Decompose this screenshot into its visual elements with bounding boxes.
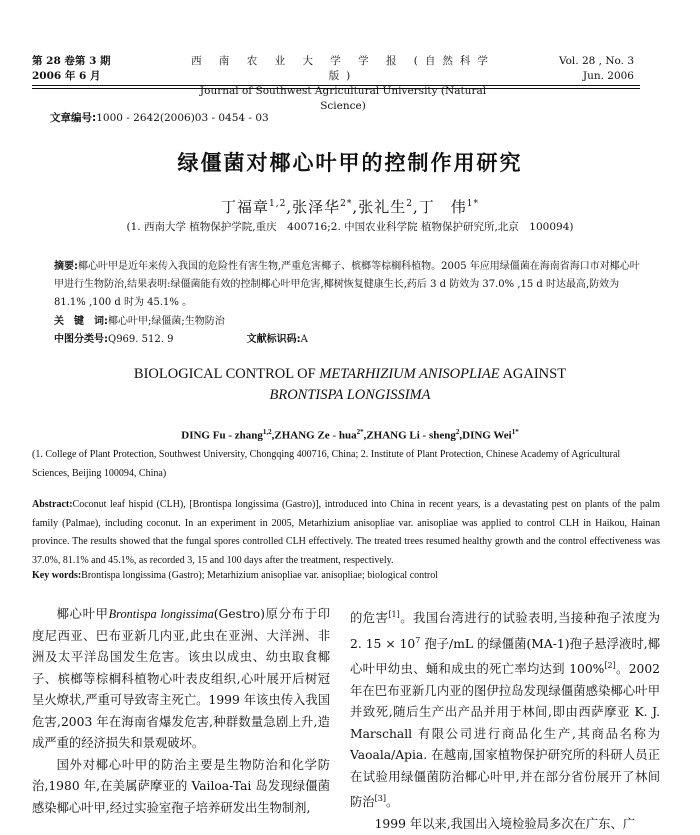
author-name-en: DING Wei bbox=[462, 429, 512, 442]
article-number-label: 文章编号: bbox=[50, 112, 97, 124]
issue-info bbox=[32, 54, 111, 84]
author-list-cn: 丁福章$^{1,2}$,张泽华$^{2*}$,张礼生$^2$,丁 伟$^{1*}$ bbox=[221, 198, 479, 216]
volume-cn: 第 28 卷第 3 期 bbox=[32, 55, 111, 67]
body-paragraph bbox=[350, 604, 660, 814]
author-name: 丁 伟 bbox=[418, 198, 467, 216]
abstract-cn-text: 椰心叶甲是近年来传入我国的危险性有害生物,严重危害椰子、槟榔等棕榈科植物。2005 年应用绿僵菌在海南省海口市对椰心叶甲进行生物防治,结果表明:绿僵菌能有效的控制椰心叶甲危害,椰树恢复健康生长,药后 3 d 防效为 37.0% ,15 d 时达最高,防效为 81.1% ,100 d 时为 45.1% 。 bbox=[54, 261, 640, 308]
keywords-cn bbox=[54, 312, 225, 327]
author-affil-mark: 2* bbox=[356, 428, 364, 436]
exponent: 7 bbox=[415, 635, 421, 645]
doc-code-label: 文献标识码: bbox=[246, 334, 301, 345]
keywords-en-text: Brontispa longissima (Gastro); Metarhizium anisopliae var. anisopliae; biological control bbox=[81, 570, 439, 581]
author-list-en: DING Fu - zhang$^{1,2}$,ZHANG Ze - hua$^{2*}$,ZHANG Li - sheng$^2$,DING Wei$^{1*}$ bbox=[181, 428, 519, 442]
citation-ref: [1] bbox=[388, 610, 400, 619]
body-column-right bbox=[350, 604, 660, 835]
date-cn: 2006 年 6 月 bbox=[32, 70, 101, 82]
article-number-value: 1000 - 2642(2006)03 - 0454 - 03 bbox=[96, 112, 269, 124]
author-affil-mark: 1,2 bbox=[262, 428, 272, 436]
body-text: 。 bbox=[385, 795, 399, 810]
author-name: 张礼生 bbox=[358, 198, 407, 216]
title-en-part1: BIOLOGICAL CONTROL OF bbox=[133, 366, 316, 382]
keywords-cn-label: 关 键 词: bbox=[54, 316, 108, 327]
doc-code-value: A bbox=[300, 334, 308, 345]
body-paragraph: 1999 年以来,我国出入境检验局多次在广东、广 bbox=[374, 816, 636, 831]
species-name: Brontispa longissima bbox=[108, 607, 214, 621]
author-name-en: ZHANG Ze - hua bbox=[274, 429, 357, 442]
paper-title-cn: 绿僵菌对椰心叶甲的控制作用研究 bbox=[177, 151, 523, 175]
title-en-target: BRONTISPA LONGISSIMA bbox=[269, 387, 431, 403]
body-text: 。我国台湾进行的试验表明,当接种孢子浓度为 2. 15 × 10 bbox=[350, 611, 660, 651]
abstract-cn-label: 摘要: bbox=[54, 261, 78, 272]
body-paragraph bbox=[32, 604, 330, 755]
journal-name-en: Journal of Southwest Agricultural University (Natural Science) bbox=[199, 85, 487, 112]
author-affil-mark: 2* bbox=[340, 199, 353, 209]
issue-info-en bbox=[559, 54, 634, 84]
author-name: 张泽华 bbox=[292, 198, 341, 216]
author-name: 丁福章 bbox=[221, 198, 270, 216]
title-en-species: METARHIZIUM ANISOPLIAE bbox=[319, 366, 500, 382]
volume-en: Vol. 28 , No. 3 bbox=[558, 55, 634, 67]
title-en-part3: AGAINST bbox=[502, 366, 567, 382]
author-affil-mark: 2 bbox=[406, 199, 413, 209]
abstract-en-text: Coconut leaf hispid (CLH), [Brontispa longissima (Gastro)], introduced into China in recent years, is a devastating pest on plants of the palm family (Palmae), including coconut. In an experiment in 2005, Metarhizium anisopliae var. anisopliae was applied to control CLH in Haikou, Hainan province. The results showed that the fungal spores controlled CLH effectively. The treated trees resumed healthy growth and the control effectiveness was 37.0%, 81.1% and 45.1%, as recorded 3, 15 and 100 days after the treatment, respectively. bbox=[32, 499, 660, 566]
affiliation-en: (1. College of Plant Protection, Southwest University, Chongqing 400716, China; 2. Institute of Plant Protection, Chinese Academy of Agricultural Sciences, Beijing 100094, China) bbox=[32, 449, 621, 479]
citation-ref: [3] bbox=[374, 794, 386, 804]
classification-row bbox=[54, 330, 308, 345]
citation-ref: [2] bbox=[604, 661, 616, 671]
abstract-en-label: Abstract: bbox=[32, 499, 73, 510]
keywords-en-label: Key words: bbox=[32, 570, 82, 581]
author-affil-mark: 1,2 bbox=[269, 199, 287, 209]
author-name-en: ZHANG Li - sheng bbox=[366, 429, 456, 442]
journal-name-cn: 西 南 农 业 大 学 学 报 (自然科学版) bbox=[191, 55, 495, 82]
author-affil-mark: 2 bbox=[455, 428, 460, 436]
date-en: Jun. 2006 bbox=[582, 70, 634, 82]
keywords-cn-text: 椰心叶甲;绿僵菌;生物防治 bbox=[108, 316, 225, 327]
abstract-en bbox=[32, 496, 660, 570]
body-column-left bbox=[32, 604, 330, 819]
body-text: (Gestro)原分布于印度尼西亚、巴布亚新几内亚,此虫在亚洲、大洋洲、非洲及太平洋岛国发生危害。该虫以成虫、幼虫取食椰子、槟榔等棕榈科植物心叶表皮组织,心叶展开后树冠呈火燎状,严重可导致寄主死亡。1999 年该虫传入我国危害,2003 年在海南省爆发危害,种群数量急剧上升,造成严重的经济损失和景观破坏。 bbox=[32, 607, 330, 750]
journal-name bbox=[178, 54, 508, 114]
body-text: 椰心叶甲 bbox=[56, 607, 109, 621]
class-no-value: Q969. 512. 9 bbox=[108, 334, 174, 345]
class-no-label: 中图分类号: bbox=[54, 334, 108, 345]
header-rule-thick bbox=[32, 85, 640, 86]
body-text: 孢子/mL 的绿僵菌(MA-1)孢子悬浮液时,椰心叶甲幼虫、蛹和成虫的死亡率均达到 100% bbox=[350, 636, 660, 677]
author-affil-mark: 1* bbox=[511, 428, 519, 436]
keywords-en bbox=[32, 570, 438, 581]
abstract-cn bbox=[54, 258, 644, 312]
affiliation-cn: (1. 西南大学 植物保护学院,重庆 400716;2. 中国农业科学院 植物保护研究所,北京 100094) bbox=[126, 221, 574, 233]
body-paragraph: 国外对椰心叶甲的防治主要是生物防治和化学防治,1980 年,在美属萨摩亚的 Vailoa-Tai 岛发现绿僵菌感染椰心叶甲,经过实验室孢子培养研发出生物制剂, bbox=[32, 757, 330, 815]
author-affil-mark: 1* bbox=[466, 199, 479, 209]
header-rule-thin bbox=[32, 88, 640, 89]
paper-title-en bbox=[0, 364, 700, 406]
article-number bbox=[50, 110, 269, 125]
body-text: 。2002 年在巴布亚新几内亚的图伊拉岛发现绿僵菌感染椰心叶甲并致死,随后生产出产品并用于林间,即由西萨摩亚 K. J. Marschall 有限公司进行商品化生产,其商品名称为 Vaoala/Apia. 在越南,国家植物保护研究所的科研人员正在试验用绿僵菌防治椰心叶甲,并在部分省份展开了林间防治 bbox=[350, 662, 660, 810]
body-text: 的危害 bbox=[350, 611, 389, 626]
author-name-en: DING Fu - zhang bbox=[181, 429, 263, 442]
